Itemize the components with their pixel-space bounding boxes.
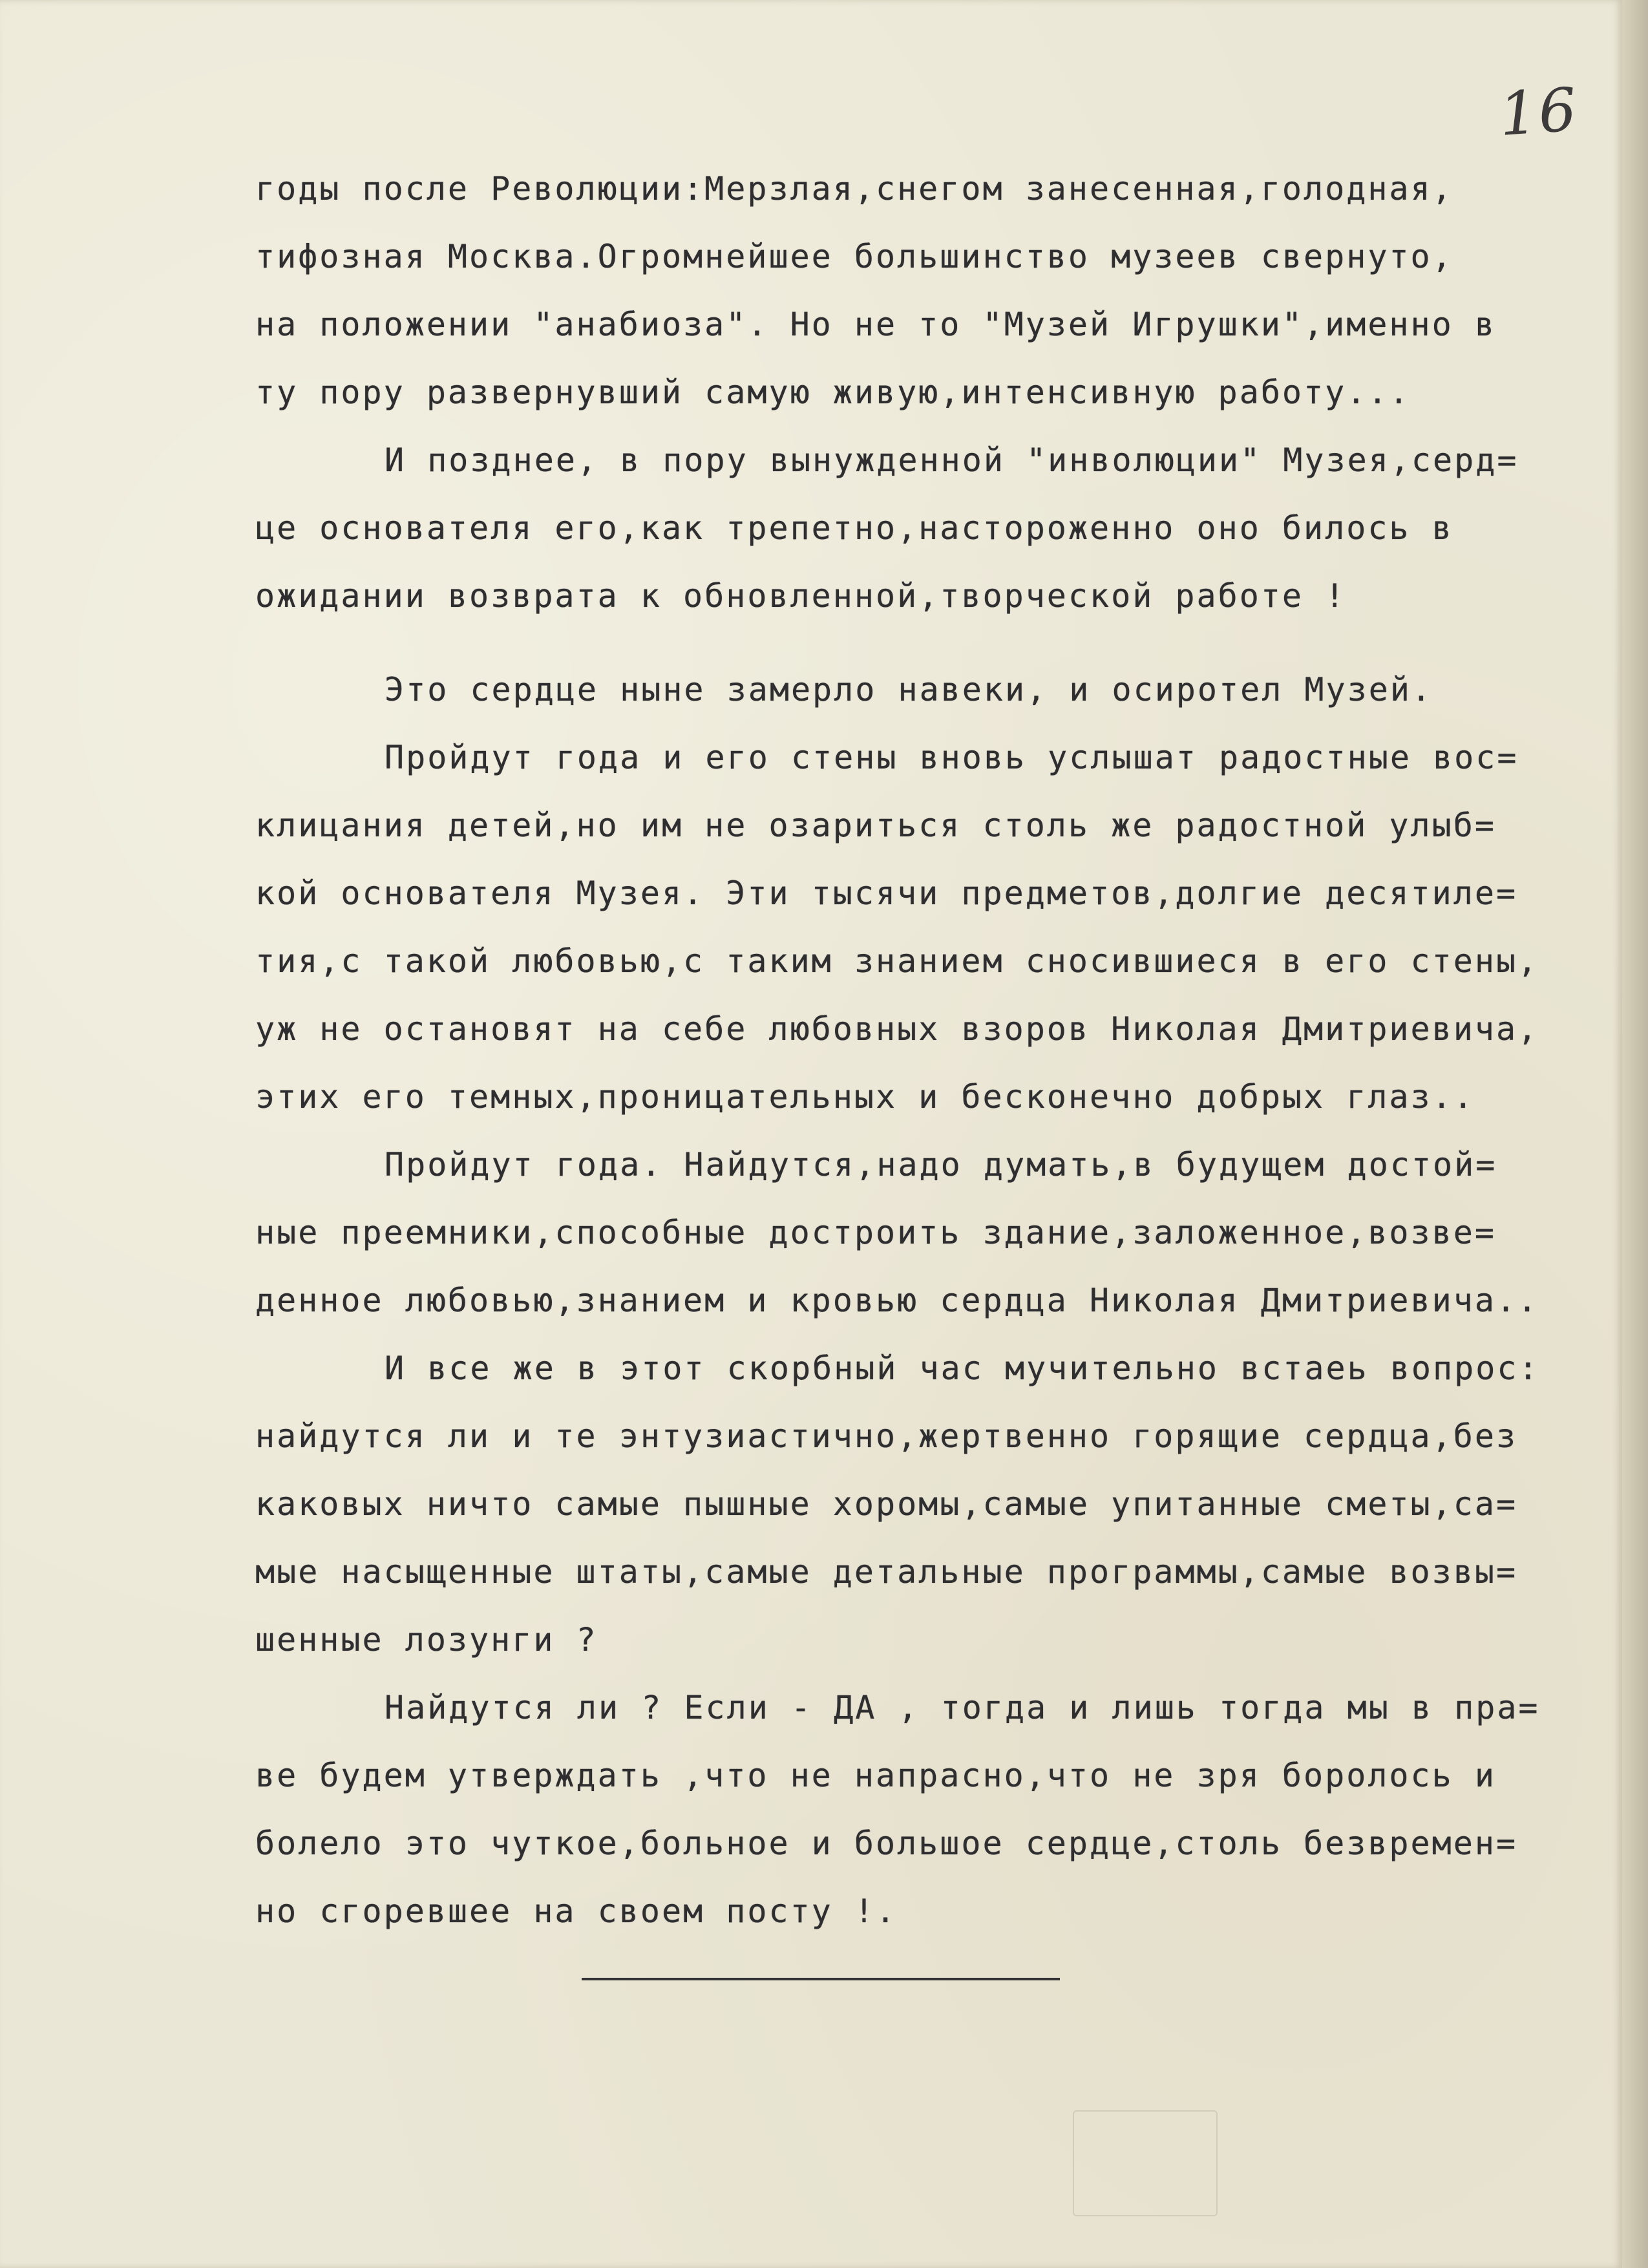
text-line: денное любовью,знанием и кровью сердца Николая Дмитриевича..	[255, 1282, 1539, 1319]
text-line: мые насыщенные штаты,самые детальные программы,самые возвы=	[255, 1553, 1518, 1591]
text-line: ту пору развернувший самую живую,интенсивную работу...	[255, 374, 1411, 411]
text-line: тифозная Москва.Огромнейшее большинство музеев свернуто,	[255, 238, 1453, 275]
text-line: це основателя его,как трепетно,настороженно оно билось в	[255, 509, 1453, 547]
page-edge-shadow	[1622, 0, 1648, 2268]
text-line: но сгоревшее на своем посту !.	[255, 1892, 898, 1930]
text-line: каковых ничто самые пышные хоромы,самые упитанные сметы,са=	[255, 1485, 1518, 1523]
paragraph-start-line: И позднее, в пору вынужденной "инволюции" Музея,серд=	[385, 441, 1519, 479]
text-line: ве будем утверждать ,что не напрасно,что не зря боролось и	[255, 1757, 1496, 1794]
closing-divider-line	[582, 1978, 1060, 1980]
handwritten-page-number: 16	[1497, 74, 1580, 150]
text-line: кой основателя Музея. Эти тысячи предметов,долгие десятиле=	[255, 874, 1518, 912]
text-line: ные преемники,способные достроить здание,заложенное,возве=	[255, 1214, 1496, 1251]
paragraph-start-line: Пройдут года. Найдутся,надо думать,в будущем достой=	[385, 1146, 1497, 1183]
text-line: ожидании возврата к обновленной,творческой работе !	[255, 577, 1347, 615]
text-line: уж не остановят на себе любовных взоров Николая Дмитриевича,	[255, 1010, 1539, 1048]
paragraph-start-line: Пройдут года и его стены вновь услышат радостные вос=	[385, 739, 1519, 776]
text-line: найдутся ли и те энтузиастично,жертвенно горящие сердца,без	[255, 1417, 1518, 1455]
paragraph-start-line: Найдутся ли ? Если - ДА , тогда и лишь тогда мы в пра=	[385, 1689, 1540, 1726]
paper-fold-mark	[1073, 2110, 1218, 2216]
text-line: болело это чуткое,больное и большое сердце,столь безвремен=	[255, 1825, 1518, 1862]
typewritten-text-body	[255, 155, 1587, 1945]
text-line: годы после Революции:Мерзлая,снегом занесенная,голодная,	[255, 170, 1453, 207]
paragraph-start-line: И все же в этот скорбный час мучительно встаеь вопрос:	[385, 1350, 1540, 1387]
text-line: на положении "анабиоза". Но не то "Музей Игрушки",именно в	[255, 306, 1496, 343]
text-line: шенные лозунги ?	[255, 1621, 598, 1659]
text-line: этих его темных,проницательных и бесконечно добрых глаз..	[255, 1078, 1475, 1116]
text-line: клицания детей,но им не озариться столь же радостной улыб=	[255, 807, 1496, 844]
paragraph-start-line: Это сердце ныне замерло навеки, и осиротел Музей.	[385, 671, 1433, 708]
text-line: тия,с такой любовью,с таким знанием сносившиеся в его стены,	[255, 942, 1539, 980]
